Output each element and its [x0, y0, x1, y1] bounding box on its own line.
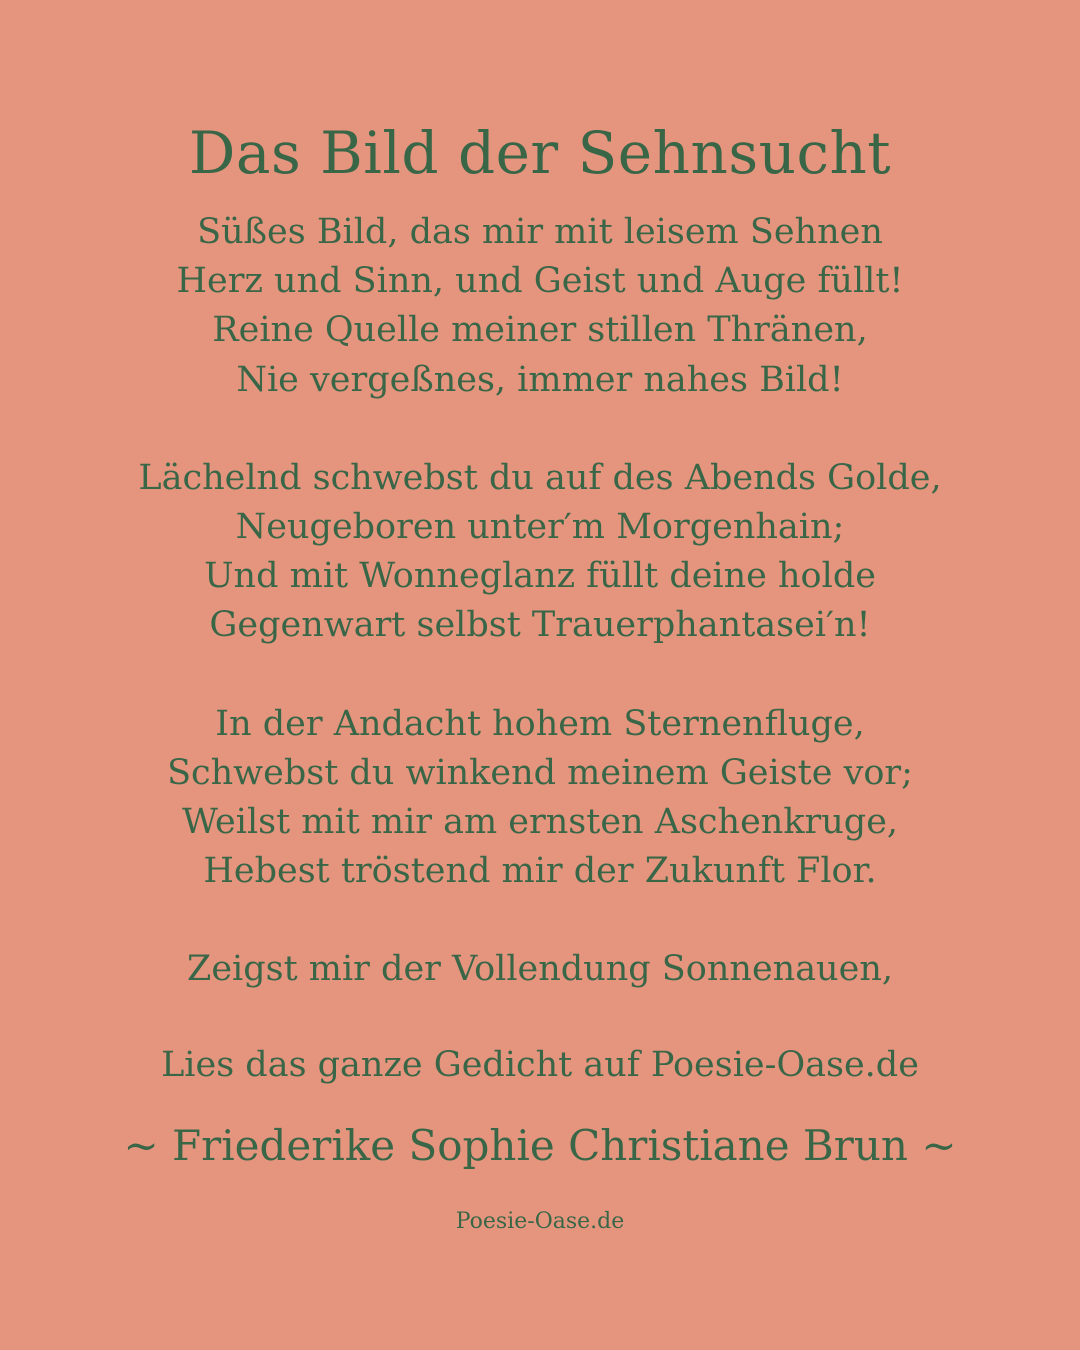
poem-line: Süßes Bild, das mir mit leisem Sehnen: [197, 212, 883, 252]
stanza-4: [0, 945, 1080, 994]
stanza-2: [0, 454, 1080, 651]
poem-line: Lächelnd schwebst du auf des Abends Golde,: [138, 457, 942, 498]
poem-line: Schwebst du winkend meinem Geiste vor;: [167, 752, 913, 793]
poem-line: Weilst mit mir am ernsten Aschenkruge,: [181, 802, 899, 843]
poem-line: Zeigst mir der Vollendung Sonnenauen,: [187, 949, 893, 990]
poem-line: Neugeboren unter′m Morgenhain;: [235, 507, 845, 548]
read-more-text: Lies das ganze Gedicht auf Poesie-Oase.de: [161, 1045, 919, 1085]
poem-line: Herz und Sinn, und Geist und Auge füllt!: [176, 261, 904, 302]
poem-line: Hebest tröstend mir der Zukunft Flor.: [203, 851, 877, 892]
poem-line: Und mit Wonneglanz füllt deine holde: [204, 556, 876, 597]
poem-line: Nie vergeßnes, immer nahes Bild!: [236, 359, 844, 400]
author-name: ~ Friederike Sophie Christiane Brun ~: [123, 1121, 957, 1170]
poem-line: Gegenwart selbst Trauerphantasei′n!: [209, 605, 871, 646]
stanza-1: [0, 208, 1080, 405]
poem-body: [0, 208, 1080, 1044]
poem-line: In der Andacht hohem Sternenfluge,: [215, 703, 865, 744]
stanza-3: [0, 700, 1080, 897]
site-footer: Poesie-Oase.de: [455, 1209, 625, 1234]
poem-title: Das Bild der Sehnsucht: [188, 119, 892, 187]
poem-line: Reine Quelle meiner stillen Thränen,: [212, 310, 868, 351]
